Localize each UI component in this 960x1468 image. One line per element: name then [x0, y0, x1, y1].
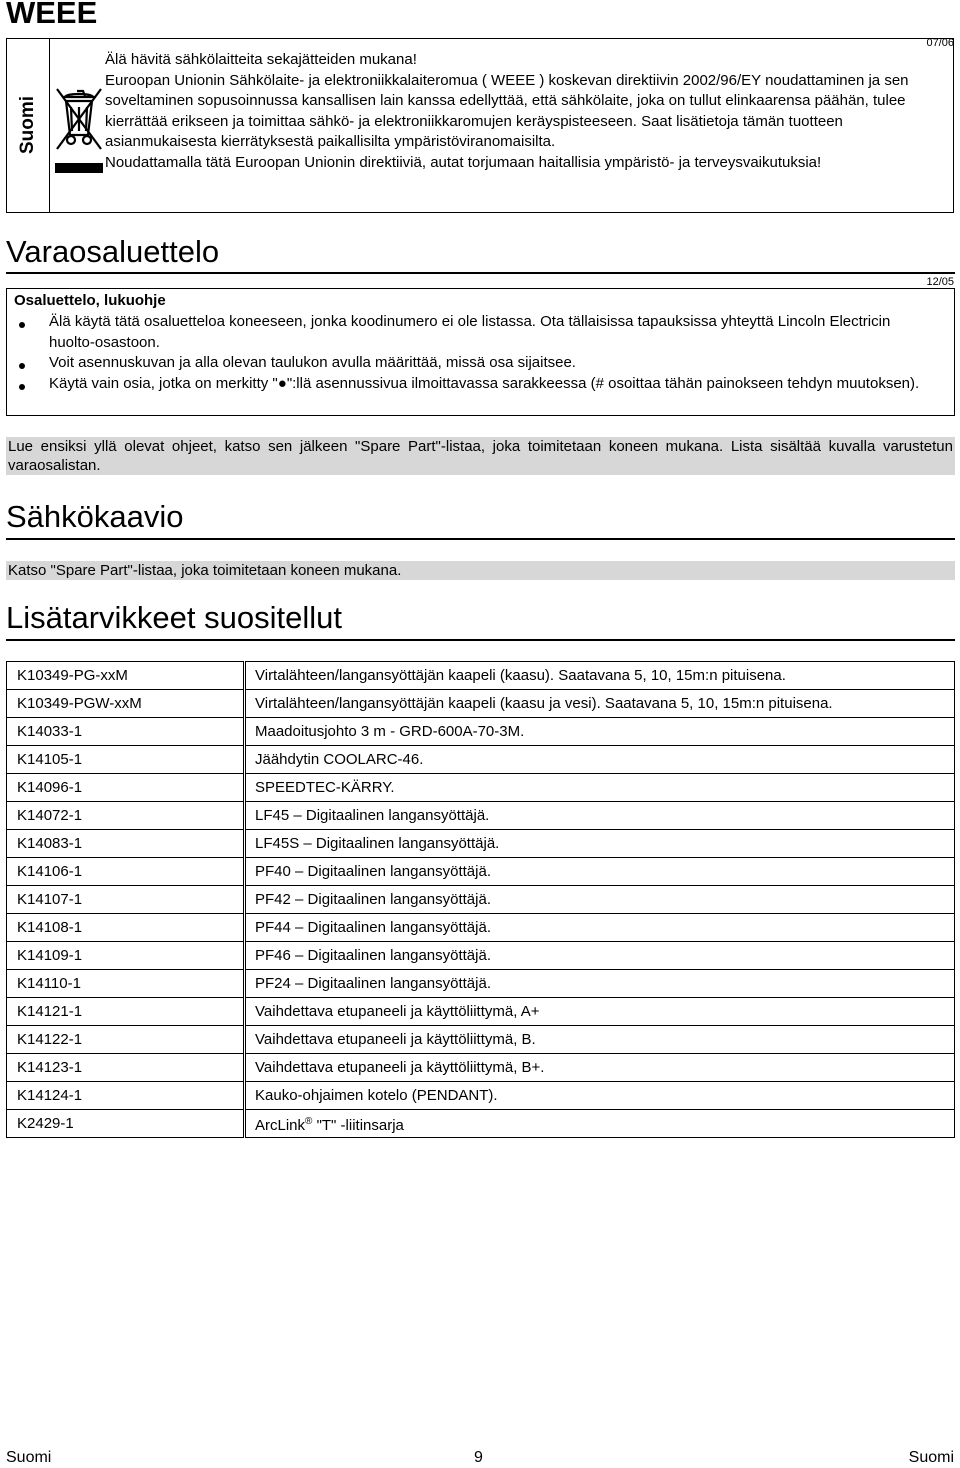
- table-row: [7, 1026, 955, 1054]
- part-description: PF24 – Digitaalinen langansyöttäjä.: [246, 970, 955, 998]
- wiring-title: Sähkökaavio: [6, 499, 184, 534]
- bullet-icon: [19, 322, 25, 328]
- table-row: [7, 942, 955, 970]
- parts-date: 12/05: [926, 276, 954, 288]
- weee-box: [6, 38, 954, 213]
- part-code: K10349-PG-xxM: [7, 662, 244, 690]
- part-code: K14109-1: [7, 942, 244, 970]
- accessories-table: [6, 661, 955, 1138]
- description-text: "T" -liitinsarja: [312, 1117, 404, 1134]
- part-description: Virtalähteen/langansyöttäjän kaapeli (kaasu). Saatavana 5, 10, 15m:n pituisena.: [246, 662, 955, 690]
- weee-title: WEEE: [6, 0, 98, 30]
- table-row: [7, 1082, 955, 1110]
- part-description: Jäähdytin COOLARC-46.: [246, 746, 955, 774]
- table-row: [7, 830, 955, 858]
- part-description: SPEEDTEC-KÄRRY.: [246, 774, 955, 802]
- instruction-item: Älä käytä tätä osaluetteloa koneeseen, jonka koodinumero ei ole listassa. Ota tällaisissa tapauksissa yhteyttä Lincoln Electricin huolto-osastoon.: [49, 313, 891, 351]
- table-row: [7, 746, 955, 774]
- table-row: [7, 1054, 955, 1082]
- divider: [6, 272, 955, 274]
- part-code: K14124-1: [7, 1082, 244, 1110]
- divider: [6, 639, 955, 641]
- part-code: K2429-1: [7, 1110, 244, 1138]
- part-code: K14106-1: [7, 858, 244, 886]
- weee-side-column: [7, 39, 50, 212]
- part-code: K14105-1: [7, 746, 244, 774]
- weee-text: [105, 50, 945, 173]
- description-text: ArcLink: [255, 1117, 306, 1134]
- table-row: [7, 886, 955, 914]
- part-code: K14123-1: [7, 1054, 244, 1082]
- part-description: LF45S – Digitaalinen langansyöttäjä.: [246, 830, 955, 858]
- part-code: K14083-1: [7, 830, 244, 858]
- part-code: K14110-1: [7, 970, 244, 998]
- weee-date: 07/06: [926, 37, 954, 49]
- part-code: K14108-1: [7, 914, 244, 942]
- parts-title: Varaosaluettelo: [6, 234, 220, 269]
- table-row: [7, 970, 955, 998]
- part-description: PF46 – Digitaalinen langansyöttäjä.: [246, 942, 955, 970]
- part-description: PF42 – Digitaalinen langansyöttäjä.: [246, 886, 955, 914]
- weee-paragraph: Älä hävitä sähkölaitteita sekajätteiden mukana!: [105, 51, 417, 68]
- bullet-icon: [19, 384, 25, 390]
- table-row: [7, 690, 955, 718]
- table-row: [7, 774, 955, 802]
- footer-right: Suomi: [908, 1449, 954, 1466]
- part-code: K14072-1: [7, 802, 244, 830]
- part-code: K10349-PGW-xxM: [7, 690, 244, 718]
- instruction-item: Voit asennuskuvan ja alla olevan taulukon avulla määrittää, missä osa sijaitsee.: [49, 354, 576, 371]
- bullet-icon: [19, 363, 25, 369]
- part-description: Virtalähteen/langansyöttäjän kaapeli (kaasu ja vesi). Saatavana 5, 10, 15m:n pituisena.: [246, 690, 955, 718]
- divider: [6, 538, 955, 540]
- part-code: K14033-1: [7, 718, 244, 746]
- reading-instructions-box: [6, 288, 955, 416]
- crossed-out-wheelie-bin-icon: [51, 79, 107, 219]
- part-code: K14107-1: [7, 886, 244, 914]
- wiring-note: Katso "Spare Part"-listaa, joka toimitetaan koneen mukana.: [6, 561, 955, 580]
- parts-note: Lue ensiksi yllä olevat ohjeet, katso sen jälkeen "Spare Part"-listaa, joka toimitetaan koneen mukana. Lista sisältää kuvalla varustetun varaosalistan.: [8, 438, 953, 474]
- table-row: [7, 1110, 955, 1138]
- table-row: [7, 718, 955, 746]
- part-description: Vaihdettava etupaneeli ja käyttöliittymä, A+: [246, 998, 955, 1026]
- part-description: [246, 1110, 955, 1138]
- page-number: 9: [474, 1449, 483, 1466]
- part-description: Vaihdettava etupaneeli ja käyttöliittymä, B+.: [246, 1054, 955, 1082]
- table-row: [7, 802, 955, 830]
- part-description: PF40 – Digitaalinen langansyöttäjä.: [246, 858, 955, 886]
- part-description: Kauko-ohjaimen kotelo (PENDANT).: [246, 1082, 955, 1110]
- part-description: PF44 – Digitaalinen langansyöttäjä.: [246, 914, 955, 942]
- instructions-title: Osaluettelo, lukuohje: [14, 292, 166, 309]
- weee-paragraph: Euroopan Unionin Sähkölaite- ja elektroniikkalaiteromua ( WEEE ) koskevan direktiivin 2002/96/EY noudattaminen ja sen soveltaminen sopusoinnussa kansallisen lain kanssa edellyttää, että sähkölaite, joka on tullut elinkaarensa päähän, tulee kierrättää erikseen ja toimittaa sähkö- ja elektroniikkaromujen keräyspisteeseen. Saat lisätietoja tämän tuotteen asianmukaisesta kierrätyksestä paikallisilta ympäristöviranomaisilta.: [105, 71, 909, 150]
- part-code: K14122-1: [7, 1026, 244, 1054]
- accessories-title: Lisätarvikkeet suositellut: [6, 600, 342, 635]
- table-row: [7, 662, 955, 690]
- table-row: [7, 914, 955, 942]
- part-code: K14096-1: [7, 774, 244, 802]
- table-row: [7, 998, 955, 1026]
- part-description: Vaihdettava etupaneeli ja käyttöliittymä, B.: [246, 1026, 955, 1054]
- footer-left: Suomi: [6, 1449, 52, 1466]
- weee-paragraph: Noudattamalla tätä Euroopan Unionin direktiiviä, autat torjumaan haitallisia ympäristö- ja terveysvaikutuksia!: [105, 153, 822, 171]
- instruction-item: Käytä vain osia, jotka on merkitty "●":llä asennussivua ilmoittavassa sarakkeessa (# osoittaa tähän painokseen tehdyn muutoksen).: [49, 375, 920, 392]
- part-description: LF45 – Digitaalinen langansyöttäjä.: [246, 802, 955, 830]
- part-code: K14121-1: [7, 998, 244, 1026]
- part-description: Maadoitusjohto 3 m - GRD-600A-70-3M.: [246, 718, 955, 746]
- table-row: [7, 858, 955, 886]
- language-label: Suomi: [17, 95, 38, 155]
- registered-mark: ®: [305, 1116, 313, 1127]
